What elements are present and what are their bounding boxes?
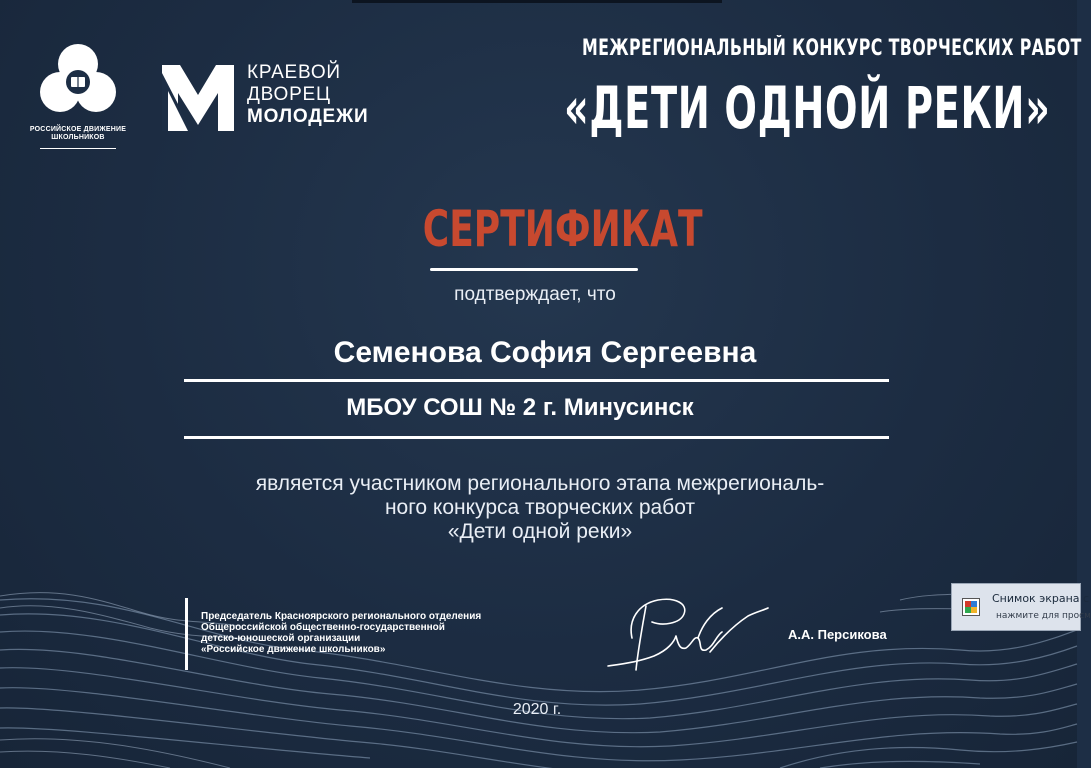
certificate-heading: СЕРТИФИКАТ: [422, 200, 703, 258]
school-rule: [184, 436, 889, 439]
confirms-text: подтверждает, что: [454, 284, 616, 305]
signature-bar: [185, 598, 188, 670]
contest-title: «ДЕТИ ОДНОЙ РЕКИ»: [564, 74, 1051, 142]
body-line-2: ного конкурса творческих работ: [384, 496, 696, 519]
recipient-name: Семенова София Сергеевна: [333, 336, 757, 369]
notification-title: Снимок экрана с: [992, 592, 1090, 605]
body-line-1: является участником регионального этапа межрегиональ-: [255, 472, 825, 495]
body-line-3: «Дети одной реки»: [447, 520, 633, 543]
signer-position-line-1: Председатель Красноярского регионального отделения: [201, 611, 482, 622]
screenshot-notification[interactable]: [951, 583, 1091, 631]
year: 2020 г.: [512, 701, 562, 718]
screenshot-icon: [962, 598, 980, 616]
kdm-line3: МОЛОДЕЖИ: [247, 106, 369, 127]
name-rule: [184, 379, 889, 382]
kdm-m-icon: [162, 65, 234, 131]
notification-subtitle: нажмите для просм: [996, 611, 1091, 621]
signer-position-line-3: детско-юношеской организации: [201, 633, 361, 644]
signer-position-line-4: «Российское движение школьников»: [201, 644, 386, 655]
rds-underline: [40, 148, 116, 149]
signer-position: [201, 611, 531, 655]
signer-name: А.А. Персикова: [788, 627, 887, 642]
signer-position-line-2: Общероссийской общественно-государственной: [201, 622, 445, 633]
participation-text: [160, 472, 920, 544]
rds-caption: РОССИЙСКОЕ ДВИЖЕНИЕ ШКОЛЬНИКОВ: [29, 126, 127, 141]
school-name: МБОУ СОШ № 2 г. Минусинск: [346, 394, 694, 421]
top-edge-bar: [352, 0, 722, 3]
rds-logo: [28, 40, 128, 158]
heading-underline: [430, 268, 638, 271]
kdm-logo: [162, 62, 382, 137]
kdm-line1: КРАЕВОЙ: [247, 62, 341, 83]
handwritten-signature: [598, 592, 773, 674]
kdm-line2: ДВОРЕЦ: [247, 84, 331, 105]
contest-subtitle: МЕЖРЕГИОНАЛЬНЫЙ КОНКУРС ТВОРЧЕСКИХ РАБОТ: [582, 36, 1082, 61]
rds-flower-icon: [38, 40, 118, 122]
